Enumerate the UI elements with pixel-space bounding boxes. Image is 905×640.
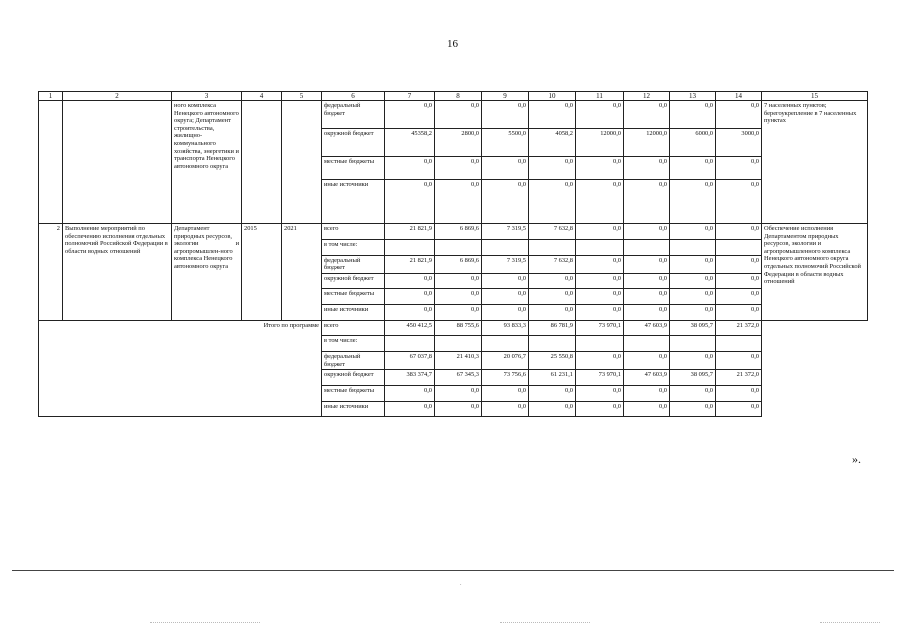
- column-number: 11: [576, 92, 624, 101]
- value-cell: 0,0: [670, 255, 716, 273]
- value-cell: [529, 239, 576, 255]
- value-cell: 7 632,8: [529, 255, 576, 273]
- program-finance-table: [38, 91, 868, 417]
- value-cell: 0,0: [385, 101, 435, 129]
- value-cell: 2800,0: [435, 129, 482, 157]
- value-cell: [670, 336, 716, 352]
- value-cell: [482, 336, 529, 352]
- column-number: 2: [63, 92, 172, 101]
- value-cell: 7 319,5: [482, 255, 529, 273]
- value-cell: 0,0: [385, 180, 435, 224]
- value-cell: 0,0: [435, 180, 482, 224]
- total-label: Итого по программе: [39, 320, 322, 417]
- value-cell: 6 869,6: [435, 255, 482, 273]
- value-cell: 0,0: [670, 385, 716, 401]
- funding-source: местные бюджеты: [322, 289, 385, 305]
- value-cell: 5500,0: [482, 129, 529, 157]
- value-cell: 0,0: [576, 289, 624, 305]
- column-number: 13: [670, 92, 716, 101]
- value-cell: 0,0: [624, 101, 670, 129]
- column-number: 12: [624, 92, 670, 101]
- value-cell: 21 821,9: [385, 224, 435, 240]
- value-cell: 0,0: [385, 273, 435, 289]
- value-cell: 0,0: [670, 305, 716, 321]
- value-cell: [435, 336, 482, 352]
- value-cell: [385, 239, 435, 255]
- measure-name-cell: [63, 101, 172, 224]
- value-cell: 73 970,1: [576, 320, 624, 336]
- value-cell: 0,0: [529, 305, 576, 321]
- value-cell: 0,0: [482, 289, 529, 305]
- value-cell: 0,0: [670, 273, 716, 289]
- value-cell: 0,0: [716, 255, 762, 273]
- value-cell: [716, 239, 762, 255]
- value-cell: 0,0: [716, 289, 762, 305]
- value-cell: 0,0: [576, 157, 624, 180]
- value-cell: 25 550,8: [529, 352, 576, 370]
- funding-source: в том числе:: [322, 239, 385, 255]
- executor-text: агропромышлен-ного комплекса Ненецкого автономного округа: [174, 247, 233, 270]
- value-cell: 0,0: [529, 273, 576, 289]
- executor-text: экологии: [174, 240, 199, 248]
- value-cell: 0,0: [576, 385, 624, 401]
- value-cell: 0,0: [716, 101, 762, 129]
- executor-text: и: [235, 240, 239, 248]
- value-cell: 0,0: [670, 224, 716, 240]
- value-cell: 0,0: [385, 157, 435, 180]
- value-cell: 73 970,1: [576, 370, 624, 386]
- funding-source: федеральный бюджет: [322, 352, 385, 370]
- value-cell: 0,0: [716, 385, 762, 401]
- value-cell: 0,0: [529, 157, 576, 180]
- funding-source: окружной бюджет: [322, 129, 385, 157]
- value-cell: 45358,2: [385, 129, 435, 157]
- value-cell: 0,0: [716, 273, 762, 289]
- faint-footer-line: [820, 622, 880, 623]
- value-cell: 21 372,0: [716, 370, 762, 386]
- value-cell: 0,0: [576, 273, 624, 289]
- value-cell: [529, 336, 576, 352]
- value-cell: 61 231,1: [529, 370, 576, 386]
- value-cell: 0,0: [716, 352, 762, 370]
- value-cell: 67 345,3: [435, 370, 482, 386]
- year-start-cell: [242, 101, 282, 224]
- value-cell: 0,0: [576, 255, 624, 273]
- column-number: 6: [322, 92, 385, 101]
- value-cell: 0,0: [670, 101, 716, 129]
- value-cell: 0,0: [716, 305, 762, 321]
- funding-source: иные источники: [322, 401, 385, 417]
- value-cell: [385, 336, 435, 352]
- column-number: 1: [39, 92, 63, 101]
- value-cell: [670, 239, 716, 255]
- value-cell: 0,0: [576, 180, 624, 224]
- value-cell: 0,0: [576, 401, 624, 417]
- value-cell: 0,0: [435, 273, 482, 289]
- value-cell: 21 410,3: [435, 352, 482, 370]
- value-cell: 0,0: [624, 385, 670, 401]
- value-cell: 12000,0: [624, 129, 670, 157]
- funding-source: иные источники: [322, 305, 385, 321]
- value-cell: 0,0: [482, 401, 529, 417]
- value-cell: 47 603,9: [624, 320, 670, 336]
- value-cell: 0,0: [435, 401, 482, 417]
- column-number: 8: [435, 92, 482, 101]
- value-cell: 12000,0: [576, 129, 624, 157]
- executor-cell: ного комплекса Ненецкого автономного округа; Департамент строительства, жилищно-коммунального хозяйства, энергетики и транспорта Ненецкого автономного округа: [172, 101, 242, 224]
- value-cell: 0,0: [435, 101, 482, 129]
- value-cell: [435, 239, 482, 255]
- page-number: 16: [447, 38, 458, 50]
- value-cell: [482, 239, 529, 255]
- value-cell: 7 632,8: [529, 224, 576, 240]
- funding-source: местные бюджеты: [322, 385, 385, 401]
- value-cell: 0,0: [576, 352, 624, 370]
- value-cell: 38 095,7: [670, 370, 716, 386]
- footer-mark: .: [460, 581, 462, 587]
- value-cell: 450 412,5: [385, 320, 435, 336]
- value-cell: 0,0: [670, 401, 716, 417]
- value-cell: 47 603,9: [624, 370, 670, 386]
- value-cell: 93 833,3: [482, 320, 529, 336]
- value-cell: 383 374,7: [385, 370, 435, 386]
- value-cell: 0,0: [670, 157, 716, 180]
- year-end: 2021: [282, 224, 322, 321]
- value-cell: 0,0: [385, 401, 435, 417]
- value-cell: 0,0: [529, 289, 576, 305]
- value-cell: [576, 239, 624, 255]
- funding-source: в том числе:: [322, 336, 385, 352]
- value-cell: 0,0: [670, 180, 716, 224]
- value-cell: 0,0: [716, 180, 762, 224]
- column-number: 9: [482, 92, 529, 101]
- value-cell: 0,0: [482, 385, 529, 401]
- value-cell: 4058,2: [529, 129, 576, 157]
- value-cell: 0,0: [624, 224, 670, 240]
- value-cell: 67 037,8: [385, 352, 435, 370]
- total-result-cell: [762, 320, 868, 417]
- value-cell: 0,0: [624, 305, 670, 321]
- funding-source: всего: [322, 224, 385, 240]
- value-cell: 0,0: [529, 101, 576, 129]
- value-cell: 0,0: [482, 180, 529, 224]
- measure-name: Выполнение мероприятий по обеспечению исполнения отдельных полномочий Российской Федерации в области водных отношений: [63, 224, 172, 321]
- value-cell: 0,0: [435, 305, 482, 321]
- column-number: 5: [282, 92, 322, 101]
- value-cell: 0,0: [529, 401, 576, 417]
- value-cell: 0,0: [624, 180, 670, 224]
- faint-footer-line: [500, 622, 590, 623]
- funding-source: окружной бюджет: [322, 273, 385, 289]
- year-start: 2015: [242, 224, 282, 321]
- executor-text: Департамент природных ресурсов,: [174, 225, 232, 240]
- funding-source: федеральный бюджет: [322, 101, 385, 129]
- value-cell: 86 781,9: [529, 320, 576, 336]
- value-cell: 38 095,7: [670, 320, 716, 336]
- column-number: 14: [716, 92, 762, 101]
- value-cell: 0,0: [716, 157, 762, 180]
- value-cell: 0,0: [576, 224, 624, 240]
- value-cell: 0,0: [624, 273, 670, 289]
- value-cell: 73 756,6: [482, 370, 529, 386]
- value-cell: 0,0: [435, 157, 482, 180]
- executor-cell: [172, 224, 242, 321]
- value-cell: 0,0: [670, 289, 716, 305]
- column-number: 3: [172, 92, 242, 101]
- value-cell: 20 076,7: [482, 352, 529, 370]
- value-cell: 0,0: [624, 255, 670, 273]
- value-cell: 0,0: [624, 352, 670, 370]
- value-cell: [624, 336, 670, 352]
- value-cell: 0,0: [716, 224, 762, 240]
- value-cell: 0,0: [435, 289, 482, 305]
- value-cell: 0,0: [529, 180, 576, 224]
- value-cell: 6000,0: [670, 129, 716, 157]
- value-cell: 0,0: [482, 273, 529, 289]
- value-cell: 0,0: [624, 289, 670, 305]
- value-cell: 88 755,6: [435, 320, 482, 336]
- value-cell: 0,0: [482, 101, 529, 129]
- value-cell: 21 372,0: [716, 320, 762, 336]
- value-cell: 0,0: [435, 385, 482, 401]
- column-number: 15: [762, 92, 868, 101]
- value-cell: 0,0: [716, 401, 762, 417]
- value-cell: 6 869,6: [435, 224, 482, 240]
- funding-source: окружной бюджет: [322, 370, 385, 386]
- value-cell: [716, 336, 762, 352]
- value-cell: 0,0: [624, 401, 670, 417]
- value-cell: 3000,0: [716, 129, 762, 157]
- funding-source: иные источники: [322, 180, 385, 224]
- funding-source: федеральный бюджет: [322, 255, 385, 273]
- column-number: 7: [385, 92, 435, 101]
- value-cell: 7 319,5: [482, 224, 529, 240]
- value-cell: 0,0: [482, 305, 529, 321]
- value-cell: 0,0: [385, 289, 435, 305]
- value-cell: [576, 336, 624, 352]
- result-cell: 7 населенных пунктов; берегоукрепление в 7 населенных пунктах: [762, 101, 868, 224]
- value-cell: 0,0: [576, 305, 624, 321]
- column-number: 4: [242, 92, 282, 101]
- funding-source: всего: [322, 320, 385, 336]
- column-number: 10: [529, 92, 576, 101]
- value-cell: 0,0: [385, 305, 435, 321]
- faint-footer-line: [150, 622, 260, 623]
- value-cell: 0,0: [576, 101, 624, 129]
- page-bottom-rule: [12, 570, 894, 571]
- row-number-cell: [39, 101, 63, 224]
- value-cell: 21 821,9: [385, 255, 435, 273]
- year-end-cell: [282, 101, 322, 224]
- closing-quote-mark: ».: [852, 452, 861, 466]
- value-cell: 0,0: [529, 385, 576, 401]
- value-cell: 0,0: [670, 352, 716, 370]
- funding-source: местные бюджеты: [322, 157, 385, 180]
- result-cell: Обеспечение исполнения Департаментом природных ресурсов, экологии и агропромышленного комплекса Ненецкого автономного округа отдельных полномочий Российской Федерации в области водных отношений: [762, 224, 868, 321]
- row-number: 2: [39, 224, 63, 321]
- value-cell: [624, 239, 670, 255]
- value-cell: 0,0: [385, 385, 435, 401]
- value-cell: 0,0: [624, 157, 670, 180]
- value-cell: 0,0: [482, 157, 529, 180]
